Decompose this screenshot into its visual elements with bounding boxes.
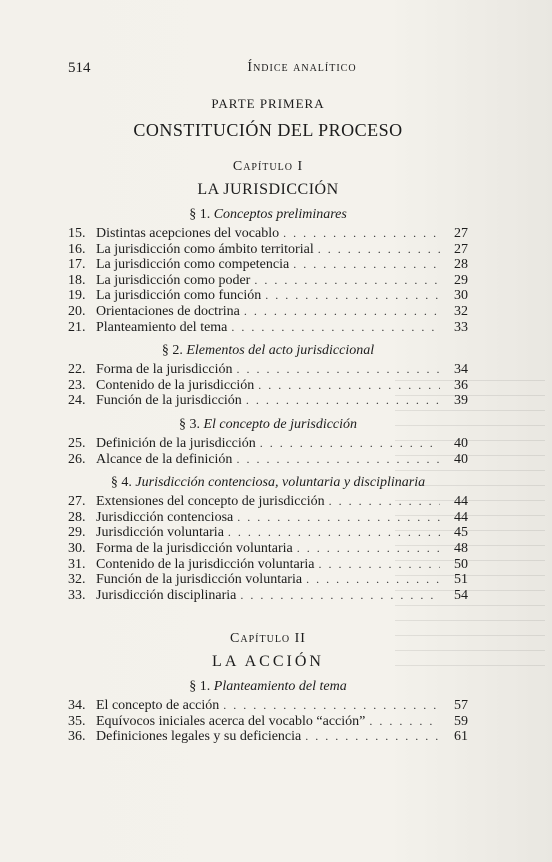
toc-entry xyxy=(68,452,468,468)
entry-number: 34. xyxy=(68,698,86,714)
entry-page-number: 30 xyxy=(454,288,468,304)
section-number: § 2. xyxy=(161,343,183,359)
entry-page-number: 27 xyxy=(454,226,468,241)
toc-entry xyxy=(68,226,468,242)
entry-title: Forma de la jurisdicción voluntaria xyxy=(96,540,293,556)
entry-title: La jurisdicción como poder xyxy=(96,272,251,288)
toc-entry xyxy=(68,362,468,378)
dot-leader xyxy=(228,525,440,540)
dot-leader xyxy=(305,729,440,744)
entry-title: Forma de la jurisdicción xyxy=(96,362,233,378)
dot-leader xyxy=(283,226,440,241)
entry-title: Jurisdicción disciplinaria xyxy=(96,587,237,603)
entry-number: 16. xyxy=(68,241,86,257)
entry-page-number: 34 xyxy=(454,362,468,378)
entry-number: 26. xyxy=(68,451,86,467)
entry-page-number: 57 xyxy=(454,698,468,714)
entry-number: 25. xyxy=(68,435,86,451)
entry-number: 23. xyxy=(68,377,86,393)
toc-entry xyxy=(68,588,468,604)
entry-number: 31. xyxy=(68,556,86,572)
toc-entry xyxy=(68,541,468,557)
entry-title: Orientaciones de doctrina xyxy=(96,303,240,319)
entry-title: Definición de la jurisdicción xyxy=(96,435,256,451)
toc-entry xyxy=(68,320,468,336)
dot-leader xyxy=(244,304,440,319)
entry-title: Jurisdicción contenciosa xyxy=(96,509,234,525)
section-title xyxy=(68,475,468,491)
entry-title: Equívocos iniciales acerca del vocablo “acción” xyxy=(96,713,366,729)
chapters-container xyxy=(68,159,468,745)
toc-entry xyxy=(68,494,468,510)
dot-leader xyxy=(240,588,440,603)
dot-leader xyxy=(319,557,440,572)
toc-entry xyxy=(68,273,468,289)
entry-title: Alcance de la definición xyxy=(96,451,233,467)
toc-entry xyxy=(68,288,468,304)
section-name: Conceptos preliminares xyxy=(213,207,347,222)
entry-title: Definiciones legales y su deficiencia xyxy=(96,729,302,745)
entry-number: 33. xyxy=(68,587,86,603)
entry-page-number: 54 xyxy=(454,587,468,603)
entry-title: Contenido de la jurisdicción xyxy=(96,377,255,393)
section-title xyxy=(68,207,468,223)
entry-page-number: 27 xyxy=(454,241,468,257)
section-number: § 3. xyxy=(178,416,200,432)
chapter-label: Capítulo II xyxy=(230,631,306,647)
entry-title: Extensiones del concepto de jurisdicción xyxy=(96,494,325,510)
entry-title: El concepto de acción xyxy=(96,698,220,714)
dot-leader xyxy=(293,257,440,272)
section-name: Jurisdicción contenciosa, voluntaria y disciplinaria xyxy=(135,475,426,491)
page-number: 514 xyxy=(68,60,91,76)
entry-page-number: 40 xyxy=(454,435,468,451)
entry-title: Función de la jurisdicción xyxy=(96,393,242,409)
dot-leader xyxy=(223,698,440,713)
entry-page-number: 44 xyxy=(454,494,468,510)
entry-number: 27. xyxy=(68,494,86,510)
section-title xyxy=(68,679,468,695)
dot-leader xyxy=(297,541,440,556)
entry-number: 35. xyxy=(68,713,86,729)
entry-page-number: 36 xyxy=(454,377,468,393)
entry-title: Contenido de la jurisdicción voluntaria xyxy=(96,556,315,572)
chapter-title: LA ACCIÓN xyxy=(212,653,324,671)
entry-title: Distintas acepciones del vocablo xyxy=(96,226,280,241)
dot-leader xyxy=(231,320,440,335)
entry-title: Planteamiento del tema xyxy=(96,319,228,335)
entry-number: 30. xyxy=(68,540,86,556)
section-number: § 1. xyxy=(189,679,211,695)
dot-leader xyxy=(246,393,440,408)
toc-entry xyxy=(68,525,468,541)
entry-page-number: 33 xyxy=(454,319,468,335)
toc-entry xyxy=(68,242,468,258)
toc-entry xyxy=(68,714,468,730)
entry-title: La jurisdicción como ámbito territorial xyxy=(96,241,314,257)
toc-entry xyxy=(68,257,468,273)
entry-number: 22. xyxy=(68,362,86,378)
entry-title: La jurisdicción como competencia xyxy=(96,257,290,273)
chapter-gap xyxy=(68,603,468,631)
entry-page-number: 39 xyxy=(454,393,468,409)
dot-leader xyxy=(236,452,440,467)
section-name: Planteamiento del tema xyxy=(213,679,347,695)
dot-leader xyxy=(318,242,440,257)
section-title xyxy=(68,343,468,359)
running-title: Índice analítico xyxy=(247,60,357,75)
table-of-contents xyxy=(68,96,468,745)
dot-leader xyxy=(265,288,440,303)
section-title xyxy=(68,417,468,433)
entry-page-number: 45 xyxy=(454,525,468,541)
entry-number: 28. xyxy=(68,509,86,525)
entry-number: 29. xyxy=(68,525,86,541)
entry-number: 15. xyxy=(68,226,86,241)
entry-page-number: 44 xyxy=(454,509,468,525)
entry-page-number: 28 xyxy=(454,257,468,273)
dot-leader xyxy=(329,494,440,509)
entry-page-number: 48 xyxy=(454,540,468,556)
entry-title: Jurisdicción voluntaria xyxy=(96,525,224,541)
dot-leader xyxy=(254,273,440,288)
entry-page-number: 59 xyxy=(454,713,468,729)
toc-entry xyxy=(68,729,468,745)
dot-leader xyxy=(236,362,440,377)
entry-page-number: 32 xyxy=(454,303,468,319)
entry-page-number: 40 xyxy=(454,451,468,467)
entry-page-number: 51 xyxy=(454,572,468,588)
entry-title: Función de la jurisdicción voluntaria xyxy=(96,572,303,588)
section-number: § 1. xyxy=(189,207,211,222)
dot-leader xyxy=(306,572,440,587)
entry-page-number: 29 xyxy=(454,272,468,288)
entry-number: 20. xyxy=(68,303,86,319)
chapter-label: Capítulo I xyxy=(232,159,304,174)
toc-entry xyxy=(68,572,468,588)
entry-number: 17. xyxy=(68,257,86,273)
part-title: PARTE PRIMERA xyxy=(211,96,325,111)
chapter-title: LA JURISDICCIÓN xyxy=(197,181,339,198)
toc-entry xyxy=(68,510,468,526)
entry-number: 21. xyxy=(68,319,86,335)
toc-entry xyxy=(68,698,468,714)
section-number: § 4. xyxy=(110,475,132,491)
section-name: El concepto de jurisdicción xyxy=(203,416,358,432)
entry-number: 36. xyxy=(68,729,86,745)
dot-leader xyxy=(369,714,440,729)
dot-leader xyxy=(237,510,440,525)
book-title: CONSTITUCIÓN DEL PROCESO xyxy=(133,120,403,140)
entry-number: 32. xyxy=(68,572,86,588)
section-name: Elementos del acto jurisdiccional xyxy=(186,343,375,359)
running-header xyxy=(68,60,466,78)
entry-title: La jurisdicción como función xyxy=(96,288,262,304)
entry-number: 19. xyxy=(68,288,86,304)
entry-number: 24. xyxy=(68,393,86,409)
toc-entry xyxy=(68,378,468,394)
dot-leader xyxy=(258,378,440,393)
toc-entry xyxy=(68,393,468,409)
entry-number: 18. xyxy=(68,272,86,288)
entry-page-number: 61 xyxy=(454,729,468,745)
toc-entry xyxy=(68,557,468,573)
entry-page-number: 50 xyxy=(454,556,468,572)
toc-entry xyxy=(68,436,468,452)
dot-leader xyxy=(260,436,440,451)
toc-entry xyxy=(68,304,468,320)
